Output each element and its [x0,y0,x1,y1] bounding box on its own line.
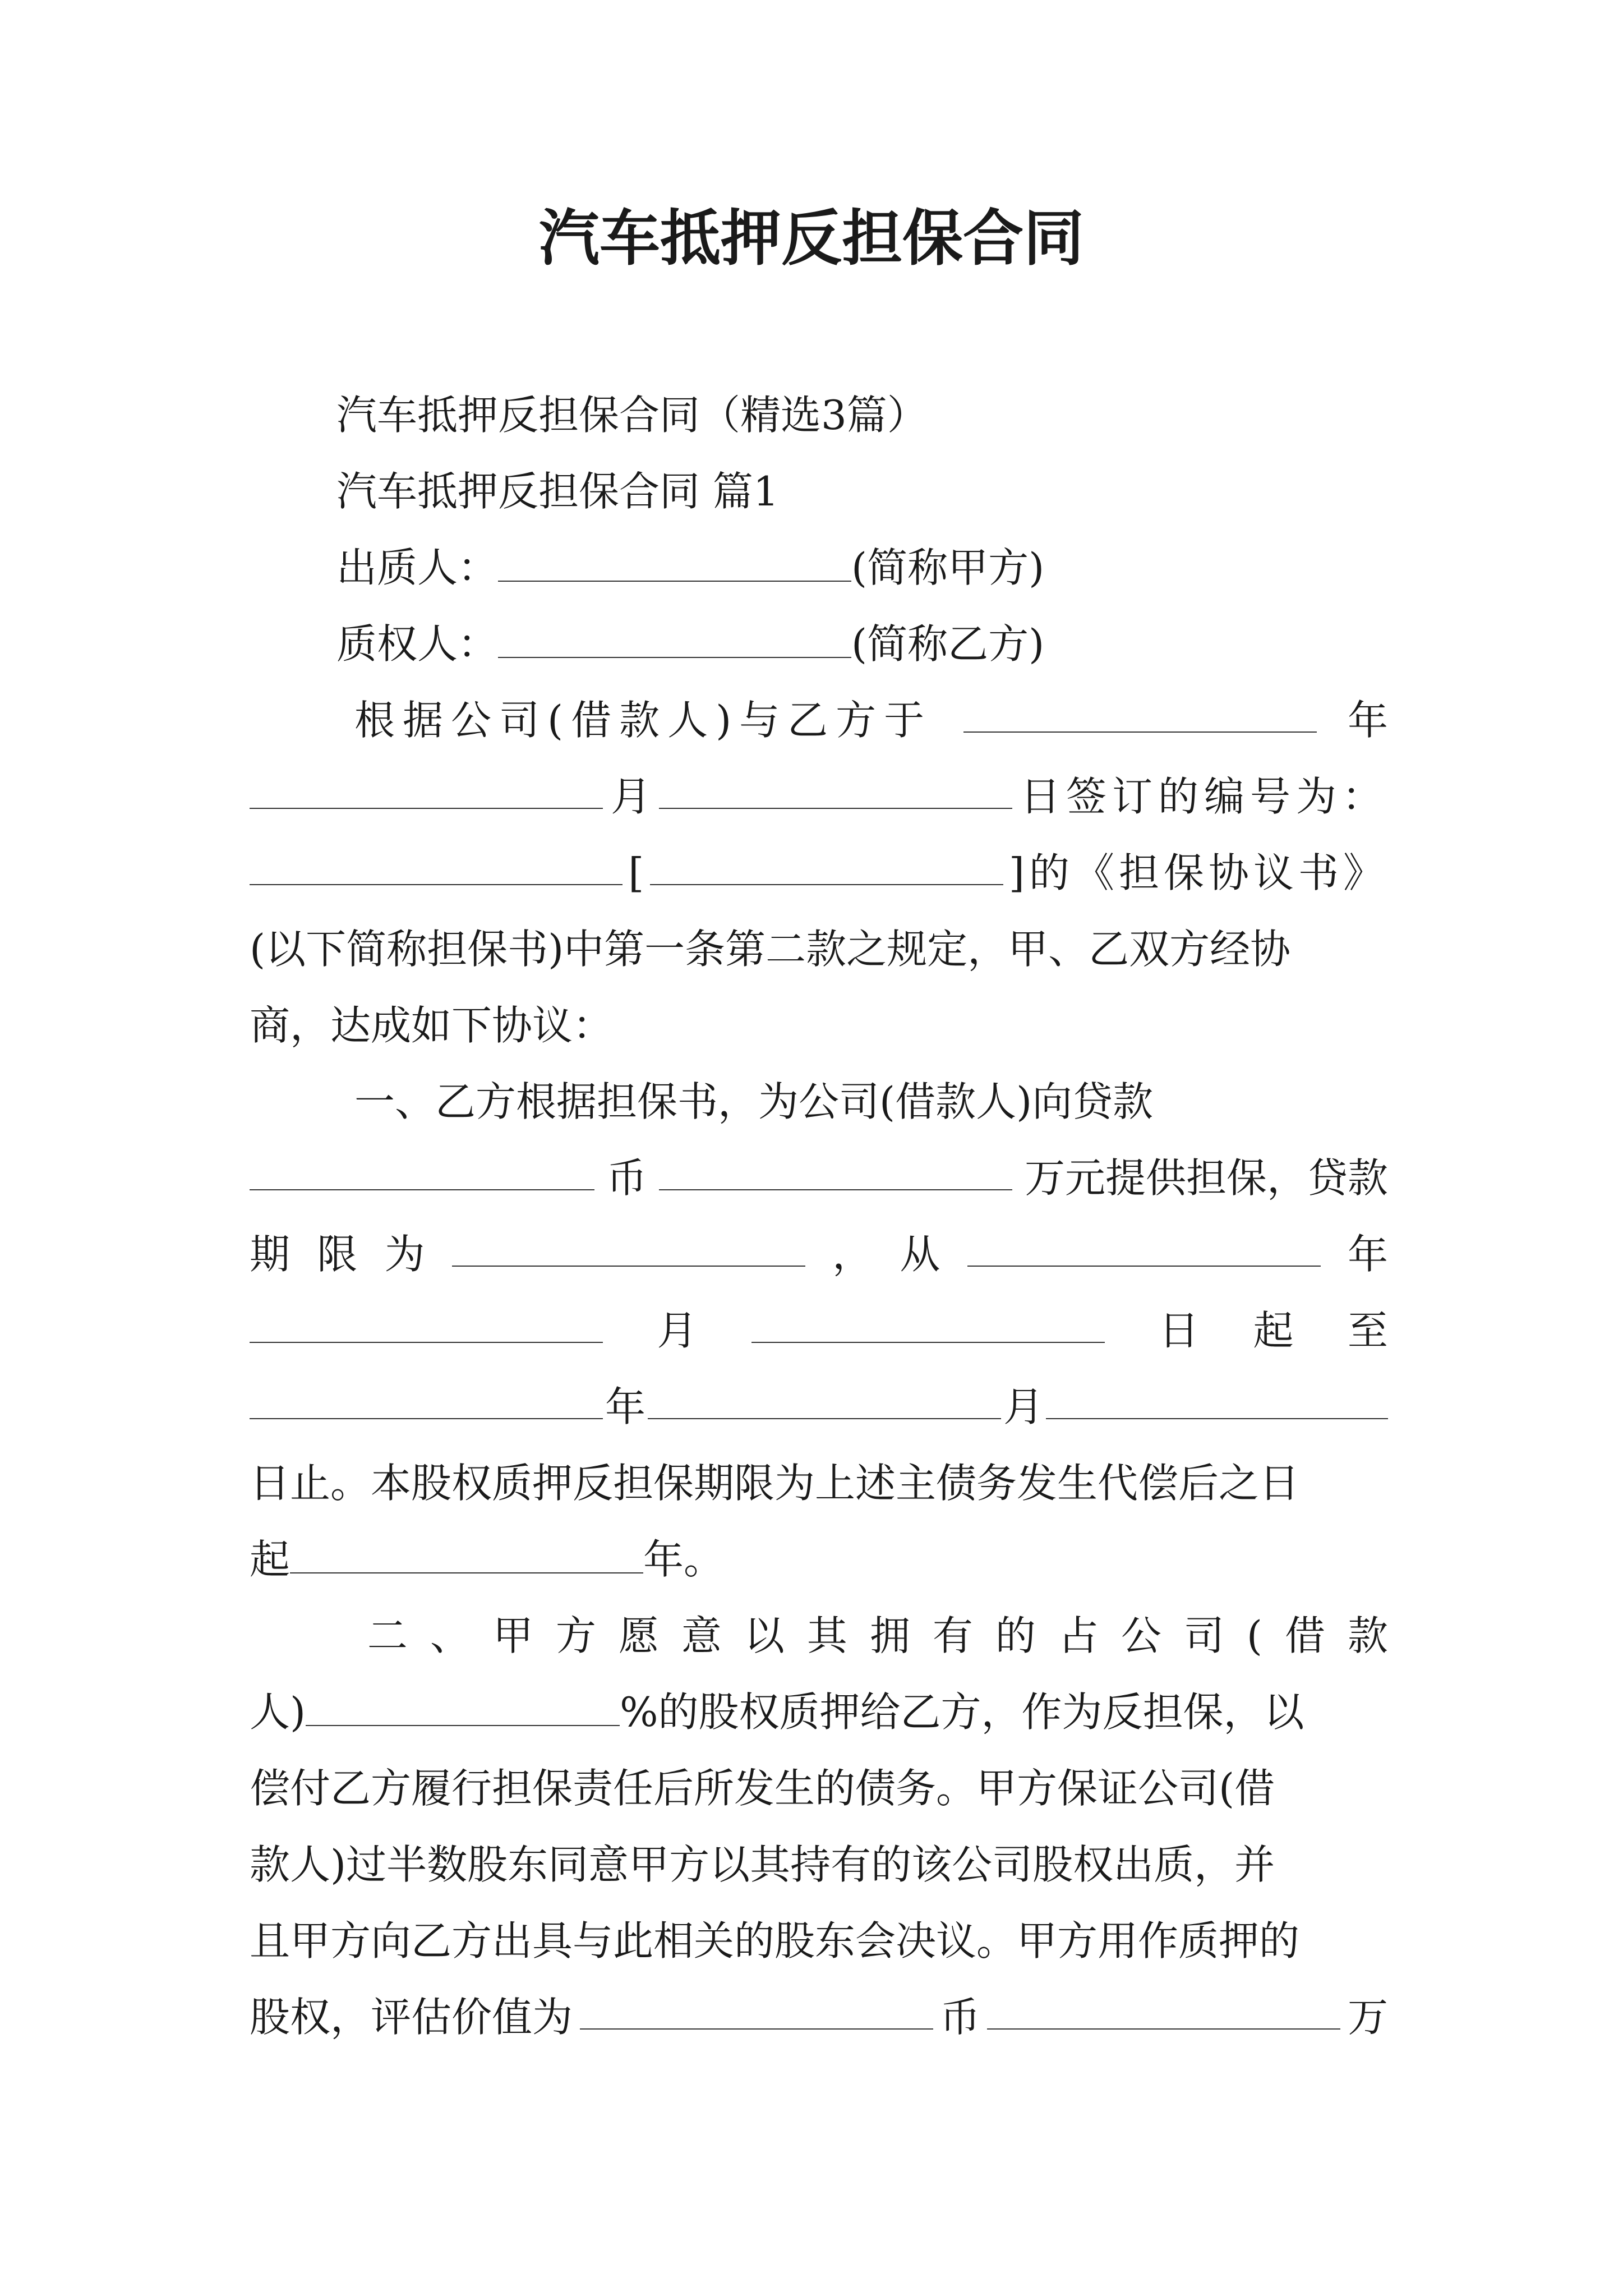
p2-line-2 [250,1150,1388,1206]
blank [751,1303,1105,1343]
p3-line-1 [367,1608,1410,1664]
blank [987,1989,1340,2030]
blank [967,1226,1321,1267]
p1-line-1 [354,692,1388,748]
p1-text-d: 日签订的编号为： [1020,773,1388,820]
p2-text-b: 币 [606,1154,647,1202]
p2-line-5 [250,1379,1388,1435]
p3-line-6 [250,1989,1388,2045]
p2-text-f2: 月 [1003,1383,1044,1430]
p2-line-4 [250,1303,1388,1359]
p2-text-d6: 年 [1347,1231,1388,1278]
section-heading: 汽车抵押反担保合同 篇1 [336,468,779,515]
p3-text-b2: %的股权质押给乙方，作为反担保，以 [620,1688,1304,1736]
p1-line-2 [250,769,1388,825]
blank [290,1533,643,1573]
p3-text-f3: 万 [1347,1994,1388,2041]
p2-line-1: 一、乙方根据担保书，为公司(借款人)向贷款 [354,1078,1154,1125]
p2-text-e1: 月 [657,1307,698,1354]
p3-text-f2: 币 [939,1994,980,2041]
pledgee-suffix: (简称乙方) [851,620,1045,668]
p1-text-b: 年 [1347,697,1388,744]
blank [250,1379,603,1419]
p2-text-e2: 日 [1159,1307,1200,1354]
p3-text-b1: 人) [250,1688,306,1736]
p3-line-4: 款人)过半数股东同意甲方以其持有的该公司股权出质，并 [250,1841,1275,1888]
blank [659,1150,1012,1190]
p2-text-c: 万元提供担保，贷款 [1024,1154,1388,1202]
p2-text-d3: 为 [384,1231,425,1278]
blank [306,1686,620,1726]
p1-text-c: 月 [610,773,651,820]
p2-text-d4: ， [832,1231,873,1278]
p3-text-f1: 股权，评估价值为 [250,1994,573,2041]
pledgee-blank [498,618,851,658]
p1-text-e: [ [628,849,644,896]
blank [650,845,1003,885]
p2-text-d2: 限 [317,1231,358,1278]
p1-line-4: (以下简称担保书)中第一条第二款之规定，甲、乙双方经协 [250,926,1291,973]
p1-text-f: ]的《担保协议书》 [1008,849,1388,896]
p2-text-e4: 至 [1347,1307,1388,1354]
p1-line-5: 商，达成如下协议： [250,1002,614,1049]
p1-line-3 [250,845,1388,901]
p3-line-3: 偿付乙方履行担保责任后所发生的债务。甲方保证公司(借 [250,1765,1275,1812]
p1-text-a: 根据公司(借款人)与乙方于 [354,697,933,744]
pledgor-suffix: (简称甲方) [851,544,1045,591]
pledgor-label: 出质人： [336,544,499,591]
document-title: 汽车抵押反担保合同 [538,203,1084,274]
p2-text-h1: 起 [250,1536,291,1583]
blank [963,692,1317,733]
blank [1046,1379,1388,1419]
pledgee-label: 质权人： [336,620,499,668]
pledgor-blank [498,541,851,582]
pledgor-line [336,540,1044,596]
p2-text-f1: 年 [605,1383,645,1430]
blank [250,1150,594,1190]
p2-text-e3: 起 [1253,1307,1294,1354]
p2-line-7 [250,1531,724,1588]
blank [250,845,623,885]
blank [250,769,603,809]
p3-line-2 [250,1684,1304,1740]
p3-text-a: 二、甲方愿意以其拥有的占公司(借款 [367,1612,1410,1659]
p2-text-d1: 期 [250,1231,291,1278]
pledgee-line [336,616,1044,672]
p2-line-6: 日止。本股权质押反担保期限为上述主债务发生代偿后之日 [250,1460,1300,1507]
p2-text-d5: 从 [900,1231,940,1278]
blank [580,1989,933,2030]
p3-line-5: 且甲方向乙方出具与此相关的股东会决议。甲方用作质押的 [250,1917,1300,1964]
p2-text-h2: 年。 [643,1536,725,1583]
blank [659,769,1012,809]
blank [452,1226,805,1267]
p2-line-3 [250,1226,1388,1282]
blank [648,1379,1001,1419]
blank [250,1303,603,1343]
subtitle: 汽车抵押反担保合同（精选3篇） [336,392,928,439]
